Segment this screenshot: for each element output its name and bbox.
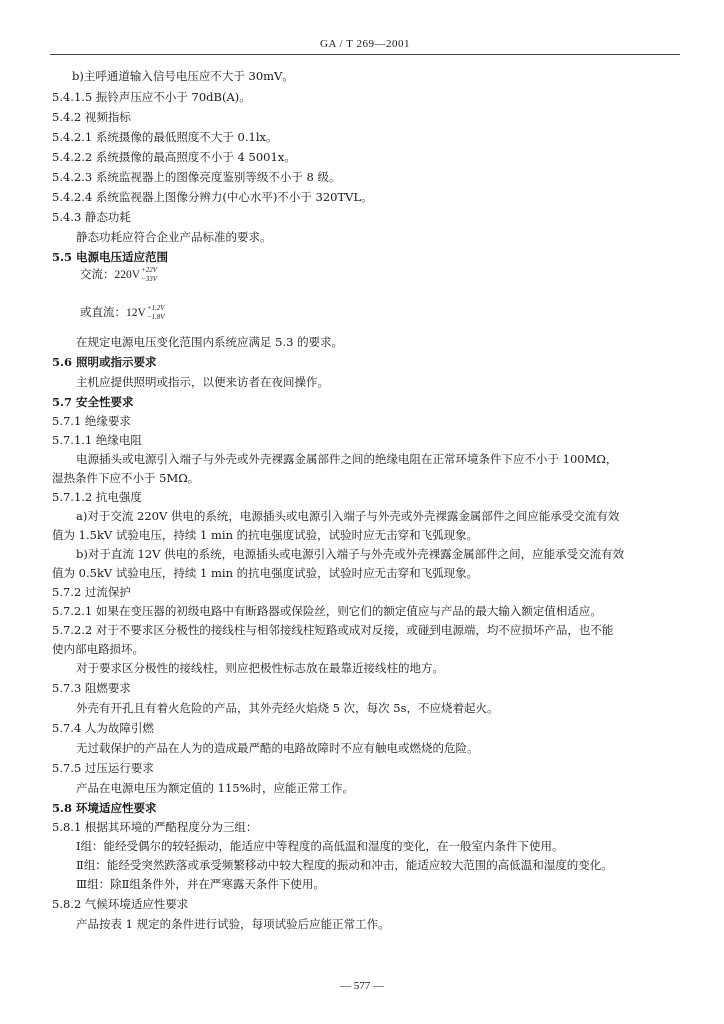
clause-text: 对于要求区分极性的接线柱，则应把极性标志放在最靠近接线柱的地方。	[76, 661, 444, 675]
section-heading: 5.7.1.1 绝缘电阻	[52, 433, 142, 447]
section-heading: 5.7.1 绝缘要求	[52, 414, 131, 428]
clause-text: 无过载保护的产品在人为的造成最严酷的电路故障时不应有触电或燃烧的危险。	[76, 741, 479, 755]
formula-dc-label: 或直流：12V	[80, 307, 146, 319]
clause-text: 电源插头或电源引入端子与外壳或外壳裸露金属部件之间的绝缘电阻在正常环境条件下应不小于 100MΩ，	[76, 452, 618, 466]
clause-text: 5.4.2.3 系统监视器上的图像亮度鉴别等级不小于 8 级。	[52, 170, 341, 184]
clause-text: 5.4.2.1 系统摄像的最低照度不大于 0.1lx。	[52, 130, 278, 144]
clause-text: 产品在电源电压为额定值的 115%时，应能正常工作。	[76, 781, 355, 795]
formula-ac-label: 交流：220V	[80, 269, 141, 281]
section-heading: 5.4.3 静态功耗	[52, 210, 131, 224]
clause-text: b)主呼通道输入信号电压应不大于 30mV。	[72, 69, 294, 83]
clause-text: 5.4.2.4 系统监视器上图像分辨力(中心水平)不小于 320TVL。	[52, 190, 373, 204]
clause-text: 5.8.1 根据其环境的严酷程度分为三组：	[52, 820, 258, 834]
section-heading: 5.7 安全性要求	[52, 395, 134, 409]
clause-text: Ⅲ组：除Ⅱ组条件外，并在严寒露天条件下使用。	[76, 877, 325, 891]
clause-text: 使内部电路损坏。	[52, 642, 144, 656]
section-heading: 5.6 照明或指示要求	[52, 355, 157, 369]
clause-text: 外壳有开孔且有着火危险的产品，其外壳经火焰烧 5 次，每次 5s，不应烧着起火。	[76, 701, 499, 715]
clause-text: 5.4.1.5 振铃声压应不小于 70dB(A)。	[52, 90, 251, 104]
section-heading: 5.7.2 过流保护	[52, 585, 131, 599]
section-heading: 5.7.3 阻燃要求	[52, 681, 131, 695]
formula-ac	[80, 266, 157, 284]
section-heading: 5.8 环境适应性要求	[52, 801, 157, 815]
clause-text: b)对于直流 12V 供电的系统，电源插头或电源引入端子与外壳或外壳裸露金属部件之间，应能承受交流有效	[76, 547, 625, 561]
clause-text: 湿热条件下应不小于 5MΩ。	[52, 471, 200, 485]
section-heading: 5.7.5 过压运行要求	[52, 761, 154, 775]
clause-text: 产品按表 1 规定的条件进行试验，每项试验后应能正常工作。	[76, 917, 390, 931]
formula-ac-upper: +22V	[141, 266, 158, 275]
formula-ac-lower: −33V	[141, 275, 158, 284]
formula-dc	[80, 304, 165, 322]
clause-text: 值为 1.5kV 试验电压，持续 1 min 的抗电强度试验，试验时应无击穿和飞弧现象。	[52, 528, 479, 542]
clause-text: Ⅰ组：能经受偶尔的较轻振动，能适应中等程度的高低温和湿度的变化，在一般室内条件下使用。	[76, 839, 564, 853]
clause-text: 主机应提供照明或指示，以便来访者在夜间操作。	[76, 375, 329, 389]
section-heading: 5.5 电源电压适应范围	[52, 250, 169, 264]
formula-dc-lower: −1.8V	[146, 313, 165, 322]
clause-text: 5.7.2.2 对于不要求区分极性的接线柱与相邻接线柱短路或成对反接，或碰到电源端，均不应损坏产品，也不能	[52, 623, 614, 637]
clause-text: a)对于交流 220V 供电的系统，电源插头或电源引入端子与外壳或外壳裸露金属部件之间应能承受交流有效	[76, 509, 620, 523]
page-header: GA / T 269—2001	[50, 36, 680, 55]
page-number: — 577 —	[340, 980, 384, 992]
clause-text: 在规定电源电压变化范围内系统应满足 5.3 的要求。	[76, 335, 344, 349]
formula-dc-upper: +1.2V	[146, 304, 165, 313]
clause-text: Ⅱ组：能经受突然跌落或承受频繁移动中较大程度的振动和冲击，能适应较大范围的高低温和湿度的变化。	[76, 858, 613, 872]
clause-text: 静态功耗应符合企业产品标准的要求。	[76, 230, 272, 244]
clause-text: 5.7.2.1 如果在变压器的初级电路中有断路器或保险丝，则它们的额定值应与产品的最大输入额定值相适应。	[52, 604, 602, 618]
clause-text: 值为 0.5kV 试验电压，持续 1 min 的抗电强度试验，试验时应无击穿和飞弧现象。	[52, 566, 479, 580]
clause-text: 5.4.2.2 系统摄像的最高照度不小于 4 5001x。	[52, 150, 296, 164]
section-heading: 5.4.2 视频指标	[52, 110, 131, 124]
section-heading: 5.8.2 气候环境适应性要求	[52, 897, 189, 911]
section-heading: 5.7.4 人为故障引燃	[52, 721, 154, 735]
section-heading: 5.7.1.2 抗电强度	[52, 490, 142, 504]
